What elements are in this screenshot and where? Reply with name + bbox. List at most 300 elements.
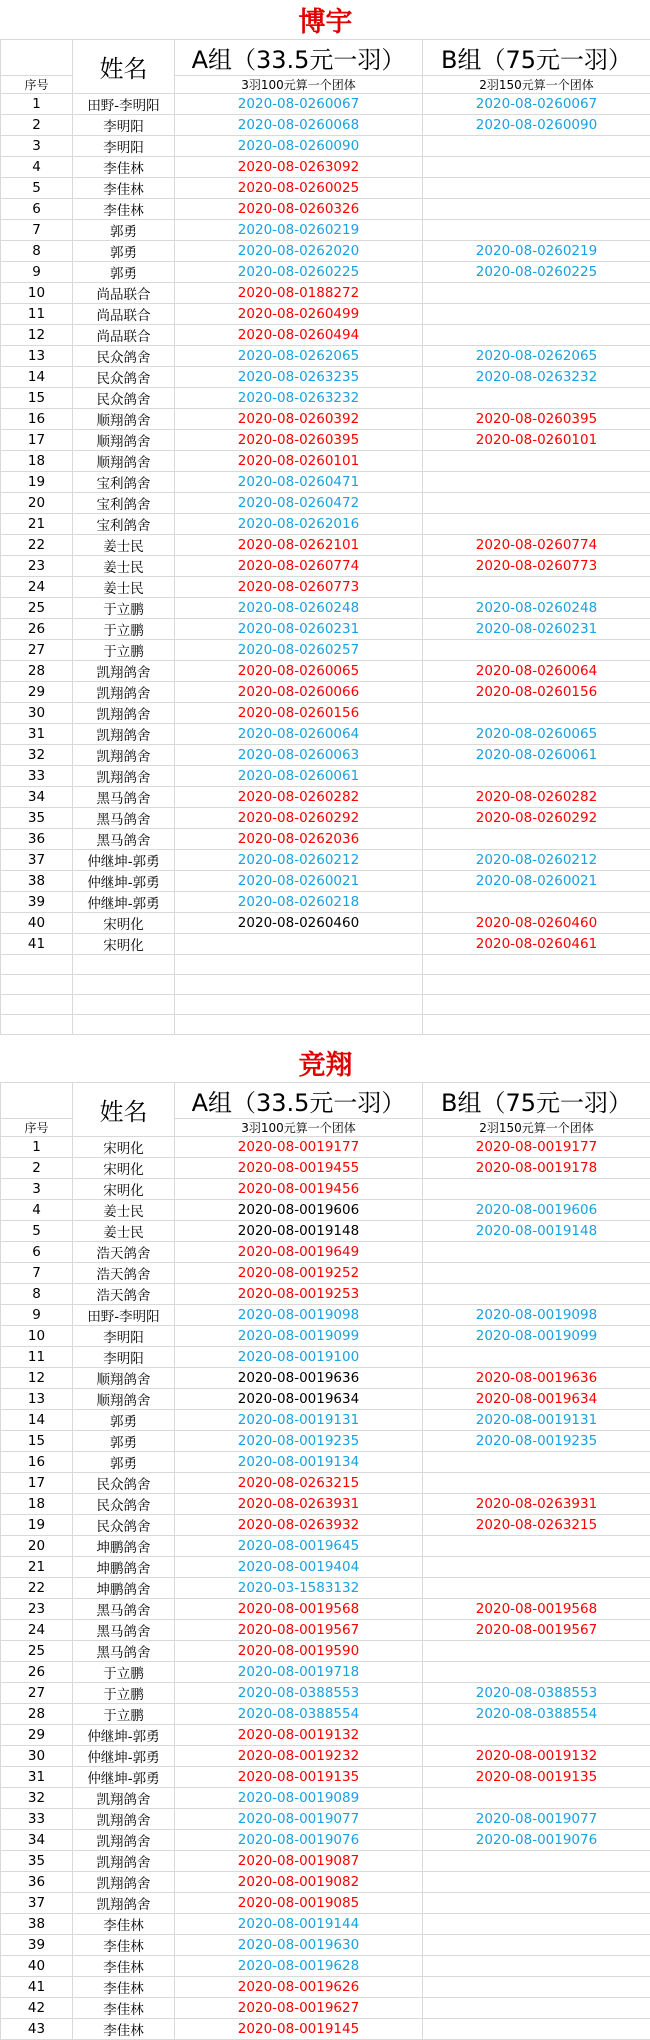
row-index[interactable]: 34	[1, 1830, 73, 1851]
row-index[interactable]: 10	[1, 1326, 73, 1347]
row-index[interactable]: 41	[1, 1977, 73, 1998]
group-a-ring[interactable]: 2020-08-0019606	[175, 1200, 423, 1221]
owner-name[interactable]: 民众鸽舍	[73, 388, 175, 409]
row-index[interactable]: 30	[1, 1746, 73, 1767]
group-b-ring[interactable]	[423, 1998, 650, 2019]
row-index[interactable]: 16	[1, 409, 73, 430]
group-a-ring[interactable]: 2020-08-0263092	[175, 157, 423, 178]
row-index[interactable]: 37	[1, 850, 73, 871]
group-a-ring[interactable]: 2020-08-0019628	[175, 1956, 423, 1977]
row-index[interactable]: 29	[1, 1725, 73, 1746]
group-a-ring[interactable]: 2020-08-0019177	[175, 1137, 423, 1158]
owner-name[interactable]: 尚品联合	[73, 304, 175, 325]
group-a-ring[interactable]: 2020-08-0263931	[175, 1494, 423, 1515]
owner-name[interactable]: 浩天鸽舍	[73, 1242, 175, 1263]
owner-name[interactable]: 于立鹏	[73, 598, 175, 619]
group-a-ring[interactable]: 2020-08-0260499	[175, 304, 423, 325]
group-b-ring[interactable]: 2020-08-0263215	[423, 1515, 650, 1536]
group-a-ring[interactable]: 2020-08-0260219	[175, 220, 423, 241]
group-b-ring[interactable]	[423, 1641, 650, 1662]
group-b-ring[interactable]: 2020-08-0019077	[423, 1809, 650, 1830]
group-a-ring[interactable]: 2020-08-0019252	[175, 1263, 423, 1284]
row-index[interactable]: 24	[1, 577, 73, 598]
row-index[interactable]: 26	[1, 1662, 73, 1683]
group-b-ring[interactable]: 2020-08-0019076	[423, 1830, 650, 1851]
group-a-ring[interactable]: 2020-08-0019145	[175, 2019, 423, 2040]
empty-cell[interactable]	[1, 1015, 73, 1035]
row-index[interactable]: 1	[1, 94, 73, 115]
group-a-ring[interactable]: 2020-08-0019627	[175, 1998, 423, 2019]
group-a-ring[interactable]: 2020-08-0260395	[175, 430, 423, 451]
row-index[interactable]: 28	[1, 661, 73, 682]
owner-name[interactable]: 尚品联合	[73, 325, 175, 346]
group-b-ring[interactable]	[423, 1347, 650, 1368]
owner-name[interactable]: 李佳林	[73, 1935, 175, 1956]
owner-name[interactable]: 李佳林	[73, 199, 175, 220]
group-a-ring[interactable]: 2020-08-0019590	[175, 1641, 423, 1662]
owner-name[interactable]: 民众鸽舍	[73, 367, 175, 388]
group-a-ring[interactable]: 2020-08-0019085	[175, 1893, 423, 1914]
group-b-ring[interactable]	[423, 640, 650, 661]
row-index[interactable]: 31	[1, 1767, 73, 1788]
owner-name[interactable]: 浩天鸽舍	[73, 1284, 175, 1305]
group-b-ring[interactable]	[423, 199, 650, 220]
owner-name[interactable]: 顺翔鸽舍	[73, 451, 175, 472]
empty-cell[interactable]	[175, 975, 423, 995]
row-index[interactable]: 33	[1, 1809, 73, 1830]
group-a-ring[interactable]: 2020-08-0019082	[175, 1872, 423, 1893]
row-index[interactable]: 21	[1, 514, 73, 535]
group-b-ring[interactable]: 2020-08-0388553	[423, 1683, 650, 1704]
group-b-ring[interactable]	[423, 451, 650, 472]
owner-name[interactable]: 田野-李明阳	[73, 1305, 175, 1326]
owner-name[interactable]: 李佳林	[73, 1998, 175, 2019]
group-a-ring[interactable]: 2020-08-0260068	[175, 115, 423, 136]
group-b-ring[interactable]	[423, 1851, 650, 1872]
group-b-ring[interactable]: 2020-08-0260231	[423, 619, 650, 640]
group-b-ring[interactable]	[423, 1263, 650, 1284]
owner-name[interactable]: 宋明化	[73, 1179, 175, 1200]
owner-name[interactable]: 凯翔鸽舍	[73, 1830, 175, 1851]
row-index[interactable]: 42	[1, 1998, 73, 2019]
row-index[interactable]: 3	[1, 136, 73, 157]
group-a-ring[interactable]: 2020-08-0260472	[175, 493, 423, 514]
row-index[interactable]: 25	[1, 1641, 73, 1662]
group-b-ring[interactable]: 2020-08-0260225	[423, 262, 650, 283]
group-b-ring[interactable]	[423, 325, 650, 346]
group-a-ring[interactable]: 2020-08-0260021	[175, 871, 423, 892]
group-b-ring[interactable]: 2020-08-0260248	[423, 598, 650, 619]
group-a-ring[interactable]: 2020-08-0019100	[175, 1347, 423, 1368]
group-b-ring[interactable]: 2020-08-0260021	[423, 871, 650, 892]
group-a-ring[interactable]	[175, 934, 423, 955]
owner-name[interactable]: 郭勇	[73, 262, 175, 283]
group-b-ring[interactable]: 2020-08-0260090	[423, 115, 650, 136]
group-b-ring[interactable]: 2020-08-0260282	[423, 787, 650, 808]
row-index[interactable]: 22	[1, 535, 73, 556]
row-index[interactable]: 4	[1, 1200, 73, 1221]
row-index[interactable]: 39	[1, 1935, 73, 1956]
group-b-ring[interactable]	[423, 1788, 650, 1809]
group-a-ring[interactable]: 2020-08-0262101	[175, 535, 423, 556]
group-a-ring[interactable]: 2020-08-0019649	[175, 1242, 423, 1263]
owner-name[interactable]: 顺翔鸽舍	[73, 409, 175, 430]
owner-name[interactable]: 李明阳	[73, 136, 175, 157]
row-index[interactable]: 11	[1, 1347, 73, 1368]
owner-name[interactable]: 宋明化	[73, 934, 175, 955]
group-a-ring[interactable]: 2020-08-0019232	[175, 1746, 423, 1767]
row-index[interactable]: 26	[1, 619, 73, 640]
row-index[interactable]: 13	[1, 346, 73, 367]
group-a-ring[interactable]: 2020-08-0263235	[175, 367, 423, 388]
group-b-ring[interactable]: 2020-08-0019177	[423, 1137, 650, 1158]
group-a-ring[interactable]: 2020-08-0260063	[175, 745, 423, 766]
row-index[interactable]: 16	[1, 1452, 73, 1473]
group-b-ring[interactable]	[423, 1662, 650, 1683]
row-index[interactable]: 24	[1, 1620, 73, 1641]
group-b-ring[interactable]: 2020-08-0019568	[423, 1599, 650, 1620]
owner-name[interactable]: 民众鸽舍	[73, 346, 175, 367]
group-a-ring[interactable]: 2020-08-0019087	[175, 1851, 423, 1872]
owner-name[interactable]: 坤鹏鸽舍	[73, 1557, 175, 1578]
owner-name[interactable]: 凯翔鸽舍	[73, 661, 175, 682]
group-a-ring[interactable]: 2020-08-0260065	[175, 661, 423, 682]
row-index[interactable]: 15	[1, 1431, 73, 1452]
group-b-ring[interactable]	[423, 1956, 650, 1977]
row-index[interactable]: 9	[1, 1305, 73, 1326]
group-b-ring[interactable]: 2020-08-0019132	[423, 1746, 650, 1767]
group-a-ring[interactable]: 2020-08-0019076	[175, 1830, 423, 1851]
group-b-ring[interactable]	[423, 157, 650, 178]
group-b-ring[interactable]	[423, 1578, 650, 1599]
row-index[interactable]: 29	[1, 682, 73, 703]
group-a-ring[interactable]: 2020-08-0260774	[175, 556, 423, 577]
group-b-ring[interactable]	[423, 1872, 650, 1893]
row-index[interactable]: 43	[1, 2019, 73, 2040]
owner-name[interactable]: 凯翔鸽舍	[73, 745, 175, 766]
row-index[interactable]: 15	[1, 388, 73, 409]
group-a-ring[interactable]: 2020-08-0019630	[175, 1935, 423, 1956]
empty-cell[interactable]	[73, 995, 175, 1015]
group-b-ring[interactable]: 2020-08-0260156	[423, 682, 650, 703]
group-b-ring[interactable]	[423, 136, 650, 157]
empty-cell[interactable]	[423, 955, 650, 975]
group-a-ring[interactable]: 2020-08-0260067	[175, 94, 423, 115]
group-a-ring[interactable]: 2020-08-0019148	[175, 1221, 423, 1242]
row-index[interactable]: 10	[1, 283, 73, 304]
group-b-ring[interactable]	[423, 1242, 650, 1263]
group-b-ring[interactable]	[423, 892, 650, 913]
owner-name[interactable]: 坤鹏鸽舍	[73, 1536, 175, 1557]
row-index[interactable]: 39	[1, 892, 73, 913]
group-b-ring[interactable]	[423, 1284, 650, 1305]
row-index[interactable]: 13	[1, 1389, 73, 1410]
group-b-ring[interactable]: 2020-08-0019235	[423, 1431, 650, 1452]
group-a-ring[interactable]: 2020-08-0019132	[175, 1725, 423, 1746]
owner-name[interactable]: 李明阳	[73, 1326, 175, 1347]
group-b-ring[interactable]: 2020-08-0019131	[423, 1410, 650, 1431]
row-index[interactable]: 7	[1, 1263, 73, 1284]
row-index[interactable]: 6	[1, 199, 73, 220]
owner-name[interactable]: 宝利鸽舍	[73, 514, 175, 535]
group-b-ring[interactable]	[423, 472, 650, 493]
group-b-ring[interactable]: 2020-08-0019634	[423, 1389, 650, 1410]
group-b-ring[interactable]	[423, 1977, 650, 1998]
group-a-ring[interactable]: 2020-08-0260326	[175, 199, 423, 220]
owner-name[interactable]: 郭勇	[73, 220, 175, 241]
group-a-ring[interactable]: 2020-08-0019636	[175, 1368, 423, 1389]
row-index[interactable]: 25	[1, 598, 73, 619]
row-index[interactable]: 19	[1, 472, 73, 493]
owner-name[interactable]: 仲继坤-郭勇	[73, 850, 175, 871]
owner-name[interactable]: 黑马鸽舍	[73, 1641, 175, 1662]
group-b-ring[interactable]: 2020-08-0019567	[423, 1620, 650, 1641]
row-index[interactable]: 14	[1, 367, 73, 388]
group-b-ring[interactable]	[423, 829, 650, 850]
owner-name[interactable]: 民众鸽舍	[73, 1494, 175, 1515]
group-a-ring[interactable]: 2020-08-0260257	[175, 640, 423, 661]
group-b-ring[interactable]: 2020-08-0019606	[423, 1200, 650, 1221]
row-index[interactable]: 3	[1, 1179, 73, 1200]
owner-name[interactable]: 于立鹏	[73, 1704, 175, 1725]
owner-name[interactable]: 宋明化	[73, 913, 175, 934]
group-b-ring[interactable]: 2020-08-0260395	[423, 409, 650, 430]
group-a-ring[interactable]: 2020-08-0262016	[175, 514, 423, 535]
owner-name[interactable]: 郭勇	[73, 1431, 175, 1452]
group-b-ring[interactable]	[423, 304, 650, 325]
row-index[interactable]: 5	[1, 1221, 73, 1242]
group-a-ring[interactable]: 2020-08-0260101	[175, 451, 423, 472]
owner-name[interactable]: 宝利鸽舍	[73, 472, 175, 493]
group-b-ring[interactable]: 2020-08-0260065	[423, 724, 650, 745]
group-a-ring[interactable]: 2020-08-0188272	[175, 283, 423, 304]
group-a-ring[interactable]: 2020-08-0019089	[175, 1788, 423, 1809]
group-b-ring[interactable]: 2020-08-0260292	[423, 808, 650, 829]
owner-name[interactable]: 黑马鸽舍	[73, 1620, 175, 1641]
owner-name[interactable]: 李明阳	[73, 115, 175, 136]
owner-name[interactable]: 仲继坤-郭勇	[73, 1746, 175, 1767]
empty-cell[interactable]	[73, 1015, 175, 1035]
row-index[interactable]: 27	[1, 1683, 73, 1704]
row-index[interactable]: 20	[1, 493, 73, 514]
row-index[interactable]: 32	[1, 745, 73, 766]
owner-name[interactable]: 仲继坤-郭勇	[73, 1767, 175, 1788]
owner-name[interactable]: 于立鹏	[73, 1683, 175, 1704]
group-b-ring[interactable]	[423, 493, 650, 514]
group-b-ring[interactable]	[423, 1557, 650, 1578]
row-index[interactable]: 8	[1, 1284, 73, 1305]
row-index[interactable]: 7	[1, 220, 73, 241]
empty-cell[interactable]	[175, 955, 423, 975]
group-a-ring[interactable]: 2020-08-0262020	[175, 241, 423, 262]
group-b-ring[interactable]	[423, 1179, 650, 1200]
group-b-ring[interactable]: 2020-08-0019148	[423, 1221, 650, 1242]
group-a-ring[interactable]: 2020-08-0019568	[175, 1599, 423, 1620]
owner-name[interactable]: 宋明化	[73, 1137, 175, 1158]
row-index[interactable]: 35	[1, 808, 73, 829]
row-index[interactable]: 18	[1, 1494, 73, 1515]
group-b-ring[interactable]: 2020-08-0019636	[423, 1368, 650, 1389]
row-index[interactable]: 21	[1, 1557, 73, 1578]
group-a-ring[interactable]: 2020-08-0260156	[175, 703, 423, 724]
owner-name[interactable]: 李佳林	[73, 1914, 175, 1935]
group-a-ring[interactable]: 2020-08-0260212	[175, 850, 423, 871]
empty-cell[interactable]	[423, 975, 650, 995]
owner-name[interactable]: 尚品联合	[73, 283, 175, 304]
group-a-ring[interactable]: 2020-08-0019099	[175, 1326, 423, 1347]
row-index[interactable]: 2	[1, 115, 73, 136]
owner-name[interactable]: 顺翔鸽舍	[73, 430, 175, 451]
row-index[interactable]: 31	[1, 724, 73, 745]
row-index[interactable]: 37	[1, 1893, 73, 1914]
group-a-ring[interactable]: 2020-08-0019626	[175, 1977, 423, 1998]
row-index[interactable]: 4	[1, 157, 73, 178]
group-b-ring[interactable]: 2020-08-0019098	[423, 1305, 650, 1326]
row-index[interactable]: 36	[1, 829, 73, 850]
group-a-ring[interactable]: 2020-08-0019404	[175, 1557, 423, 1578]
group-b-ring[interactable]	[423, 1893, 650, 1914]
row-index[interactable]: 27	[1, 640, 73, 661]
owner-name[interactable]: 李佳林	[73, 178, 175, 199]
owner-name[interactable]: 凯翔鸽舍	[73, 1893, 175, 1914]
row-index[interactable]: 11	[1, 304, 73, 325]
group-b-ring[interactable]	[423, 577, 650, 598]
empty-cell[interactable]	[1, 975, 73, 995]
row-index[interactable]: 41	[1, 934, 73, 955]
group-a-ring[interactable]: 2020-08-0263932	[175, 1515, 423, 1536]
owner-name[interactable]: 姜士民	[73, 535, 175, 556]
group-a-ring[interactable]: 2020-08-0260066	[175, 682, 423, 703]
row-index[interactable]: 5	[1, 178, 73, 199]
owner-name[interactable]: 黑马鸽舍	[73, 1599, 175, 1620]
group-a-ring[interactable]: 2020-08-0263215	[175, 1473, 423, 1494]
owner-name[interactable]: 田野-李明阳	[73, 94, 175, 115]
owner-name[interactable]: 于立鹏	[73, 619, 175, 640]
owner-name[interactable]: 凯翔鸽舍	[73, 1809, 175, 1830]
group-a-ring[interactable]: 2020-08-0260460	[175, 913, 423, 934]
owner-name[interactable]: 于立鹏	[73, 640, 175, 661]
group-a-ring[interactable]: 2020-08-0260231	[175, 619, 423, 640]
group-a-ring[interactable]: 2020-08-0260061	[175, 766, 423, 787]
group-b-ring[interactable]: 2020-08-0260774	[423, 535, 650, 556]
owner-name[interactable]: 仲继坤-郭勇	[73, 892, 175, 913]
group-a-ring[interactable]: 2020-08-0260218	[175, 892, 423, 913]
row-index[interactable]: 40	[1, 913, 73, 934]
owner-name[interactable]: 凯翔鸽舍	[73, 724, 175, 745]
group-b-ring[interactable]: 2020-08-0260101	[423, 430, 650, 451]
group-b-ring[interactable]: 2020-08-0263931	[423, 1494, 650, 1515]
owner-name[interactable]: 姜士民	[73, 1200, 175, 1221]
group-b-ring[interactable]: 2020-08-0262065	[423, 346, 650, 367]
group-a-ring[interactable]: 2020-08-0260292	[175, 808, 423, 829]
empty-cell[interactable]	[1, 955, 73, 975]
group-a-ring[interactable]: 2020-08-0019235	[175, 1431, 423, 1452]
group-b-ring[interactable]: 2020-08-0260461	[423, 934, 650, 955]
group-a-ring[interactable]: 2020-08-0388553	[175, 1683, 423, 1704]
owner-name[interactable]: 坤鹏鸽舍	[73, 1578, 175, 1599]
group-b-ring[interactable]	[423, 283, 650, 304]
group-a-ring[interactable]: 2020-08-0019253	[175, 1284, 423, 1305]
row-index[interactable]: 40	[1, 1956, 73, 1977]
empty-cell[interactable]	[175, 1015, 423, 1035]
row-index[interactable]: 19	[1, 1515, 73, 1536]
group-a-ring[interactable]: 2020-08-0260282	[175, 787, 423, 808]
group-b-ring[interactable]	[423, 1452, 650, 1473]
empty-cell[interactable]	[175, 995, 423, 1015]
empty-cell[interactable]	[423, 1015, 650, 1035]
group-b-ring[interactable]	[423, 1935, 650, 1956]
empty-cell[interactable]	[423, 995, 650, 1015]
group-b-ring[interactable]: 2020-08-0260219	[423, 241, 650, 262]
owner-name[interactable]: 黑马鸽舍	[73, 787, 175, 808]
group-a-ring[interactable]: 2020-08-0260064	[175, 724, 423, 745]
group-a-ring[interactable]: 2020-08-0019456	[175, 1179, 423, 1200]
group-b-ring[interactable]: 2020-08-0260067	[423, 94, 650, 115]
group-a-ring[interactable]: 2020-08-0260494	[175, 325, 423, 346]
group-b-ring[interactable]: 2020-08-0260064	[423, 661, 650, 682]
row-index[interactable]: 8	[1, 241, 73, 262]
row-index[interactable]: 23	[1, 556, 73, 577]
owner-name[interactable]: 黑马鸽舍	[73, 808, 175, 829]
group-b-ring[interactable]	[423, 178, 650, 199]
group-a-ring[interactable]: 2020-08-0260773	[175, 577, 423, 598]
group-a-ring[interactable]: 2020-08-0260225	[175, 262, 423, 283]
row-index[interactable]: 35	[1, 1851, 73, 1872]
group-b-ring[interactable]	[423, 1473, 650, 1494]
group-b-ring[interactable]	[423, 1536, 650, 1557]
group-b-ring[interactable]: 2020-08-0388554	[423, 1704, 650, 1725]
owner-name[interactable]: 凯翔鸽舍	[73, 1788, 175, 1809]
group-a-ring[interactable]: 2020-08-0388554	[175, 1704, 423, 1725]
owner-name[interactable]: 浩天鸽舍	[73, 1263, 175, 1284]
group-b-ring[interactable]: 2020-08-0019178	[423, 1158, 650, 1179]
group-b-ring[interactable]	[423, 1725, 650, 1746]
owner-name[interactable]: 李佳林	[73, 1956, 175, 1977]
row-index[interactable]: 22	[1, 1578, 73, 1599]
owner-name[interactable]: 于立鹏	[73, 1662, 175, 1683]
group-b-ring[interactable]: 2020-08-0260460	[423, 913, 650, 934]
owner-name[interactable]: 李佳林	[73, 157, 175, 178]
group-b-ring[interactable]	[423, 1914, 650, 1935]
empty-cell[interactable]	[73, 955, 175, 975]
row-index[interactable]: 23	[1, 1599, 73, 1620]
owner-name[interactable]: 顺翔鸽舍	[73, 1368, 175, 1389]
group-a-ring[interactable]: 2020-08-0019098	[175, 1305, 423, 1326]
owner-name[interactable]: 凯翔鸽舍	[73, 766, 175, 787]
owner-name[interactable]: 宝利鸽舍	[73, 493, 175, 514]
row-index[interactable]: 28	[1, 1704, 73, 1725]
owner-name[interactable]: 民众鸽舍	[73, 1473, 175, 1494]
group-a-ring[interactable]: 2020-08-0019144	[175, 1914, 423, 1935]
group-b-ring[interactable]	[423, 220, 650, 241]
group-b-ring[interactable]: 2020-08-0019099	[423, 1326, 650, 1347]
owner-name[interactable]: 仲继坤-郭勇	[73, 871, 175, 892]
owner-name[interactable]: 凯翔鸽舍	[73, 1872, 175, 1893]
group-a-ring[interactable]: 2020-08-0019135	[175, 1767, 423, 1788]
group-b-ring[interactable]: 2020-08-0263232	[423, 367, 650, 388]
group-a-ring[interactable]: 2020-08-0260471	[175, 472, 423, 493]
row-index[interactable]: 1	[1, 1137, 73, 1158]
owner-name[interactable]: 民众鸽舍	[73, 1515, 175, 1536]
group-b-ring[interactable]	[423, 514, 650, 535]
row-index[interactable]: 33	[1, 766, 73, 787]
row-index[interactable]: 36	[1, 1872, 73, 1893]
owner-name[interactable]: 姜士民	[73, 1221, 175, 1242]
group-a-ring[interactable]: 2020-08-0019567	[175, 1620, 423, 1641]
group-a-ring[interactable]: 2020-08-0019077	[175, 1809, 423, 1830]
row-index[interactable]: 12	[1, 1368, 73, 1389]
group-b-ring[interactable]: 2020-08-0260773	[423, 556, 650, 577]
